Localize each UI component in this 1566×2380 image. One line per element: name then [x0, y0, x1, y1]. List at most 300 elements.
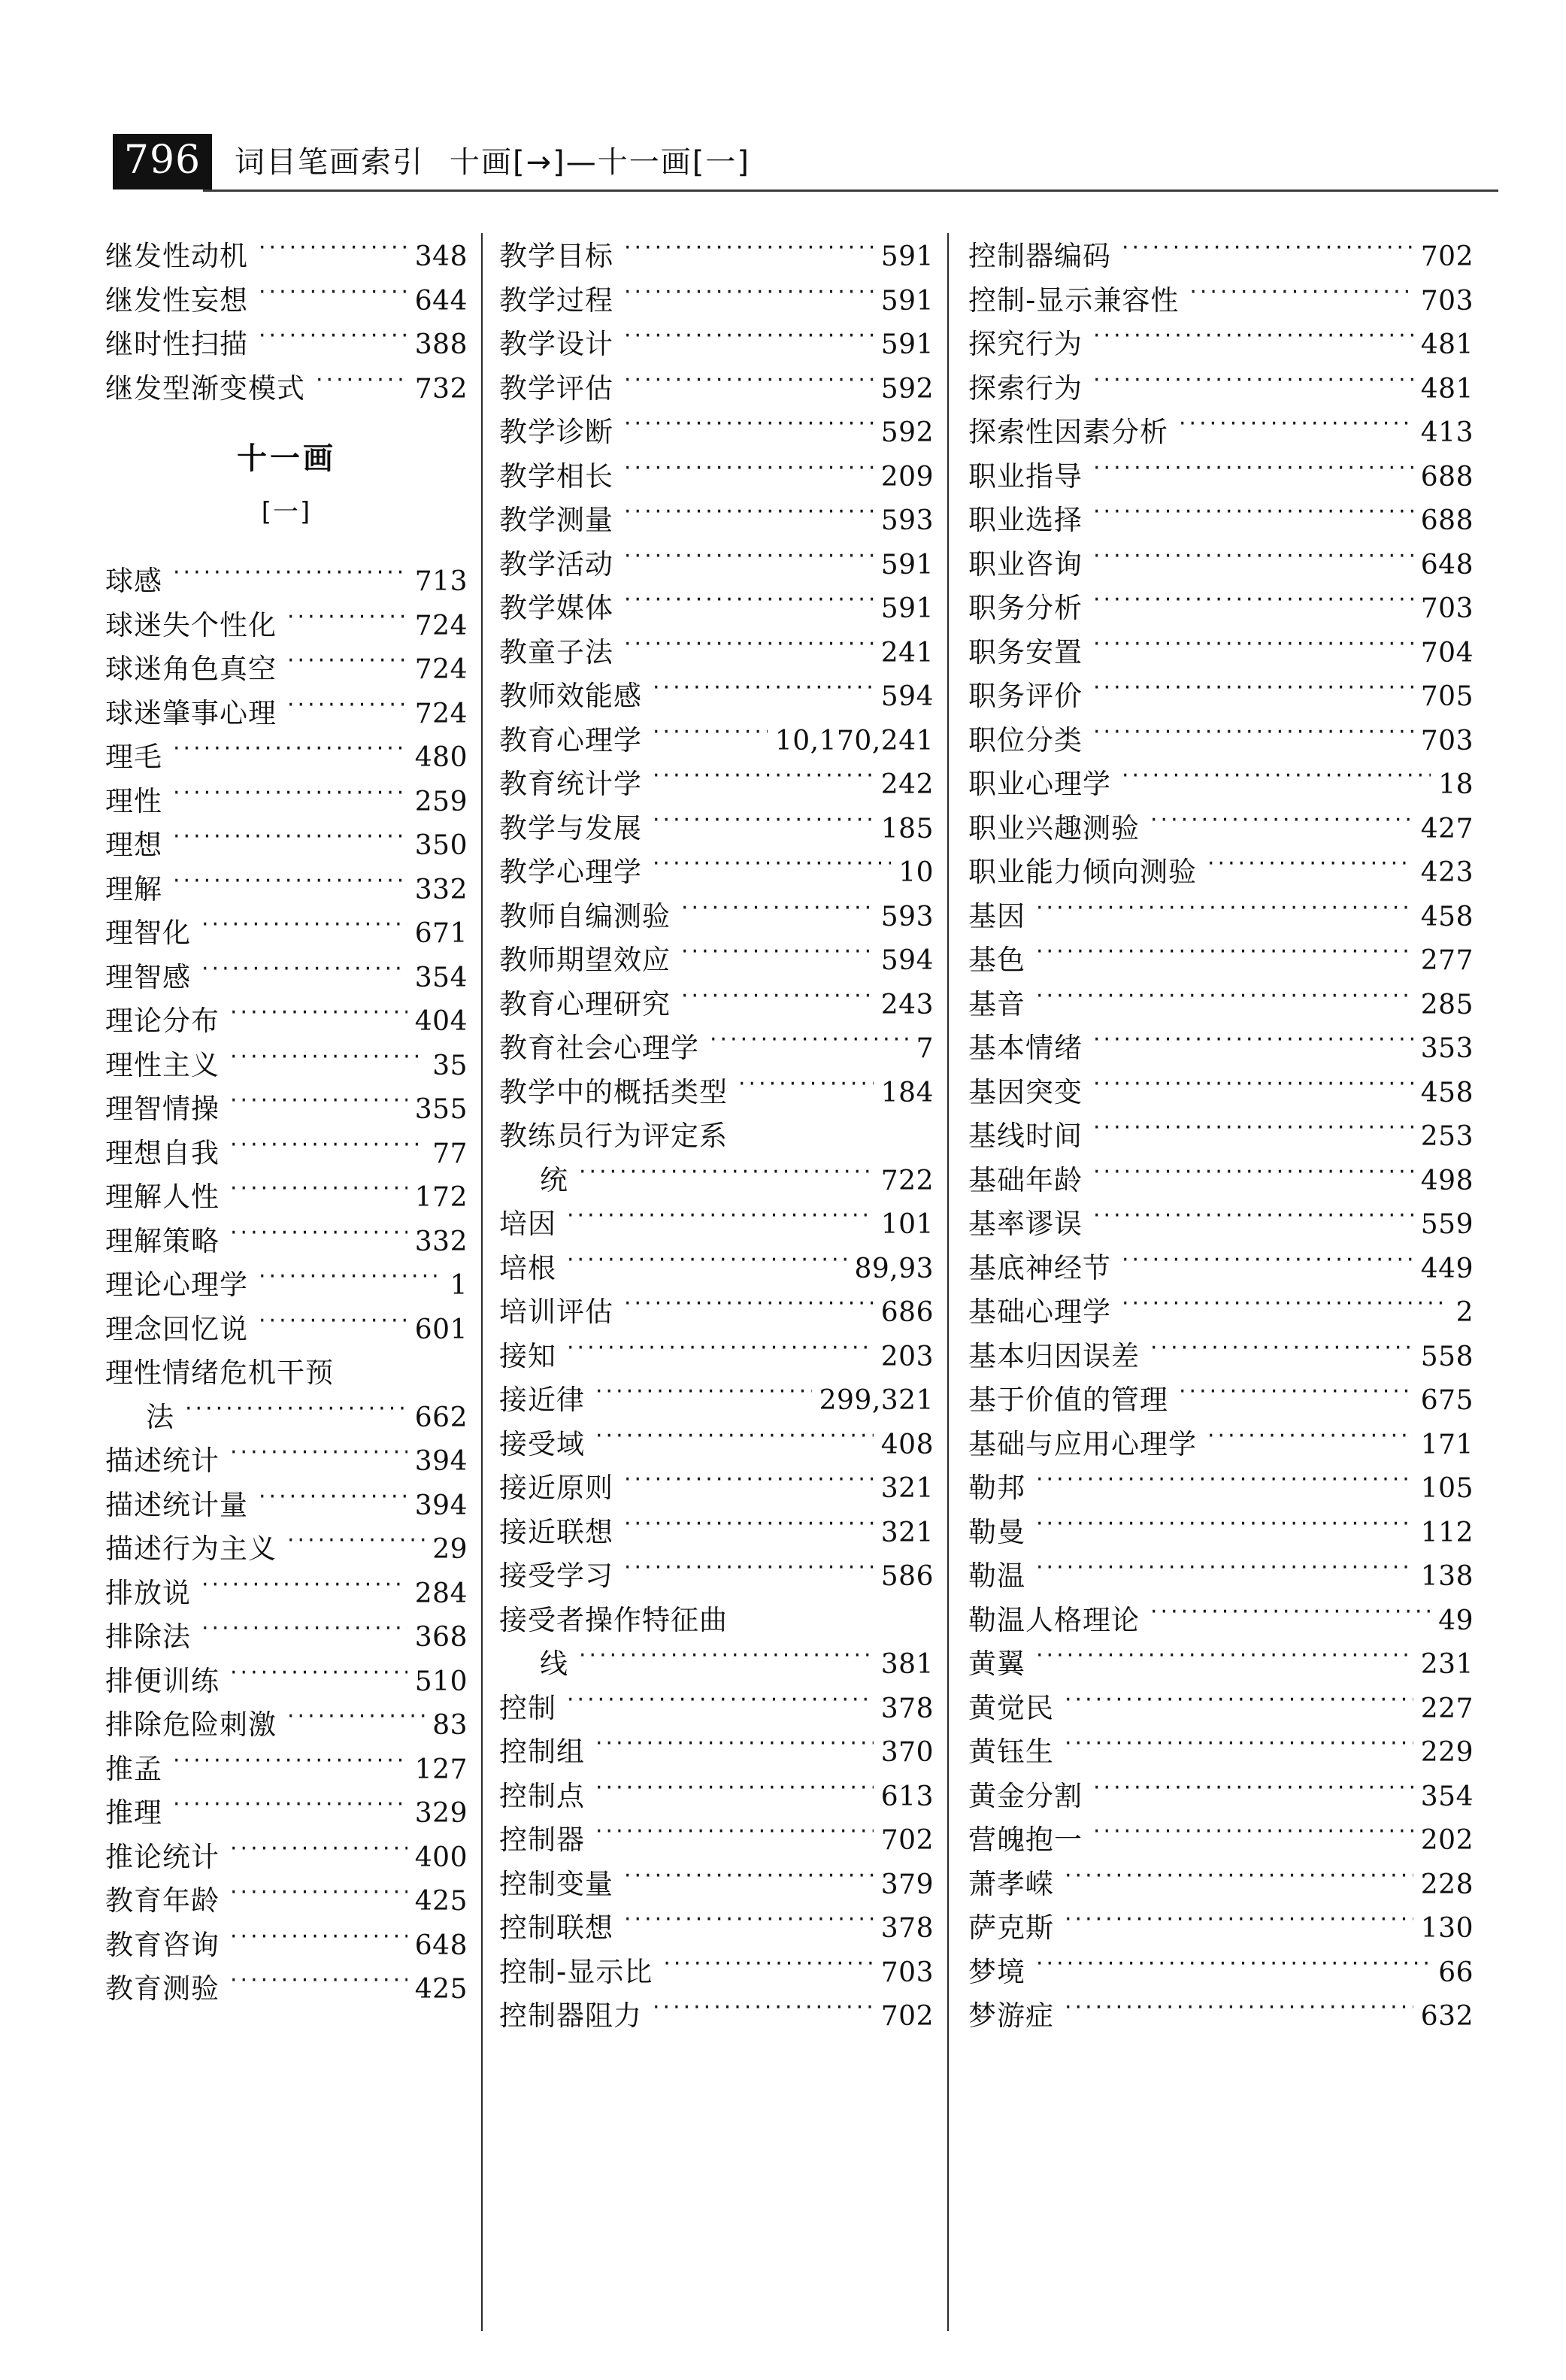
index-entry[interactable] [499, 1245, 934, 1290]
index-entry[interactable] [499, 1333, 934, 1378]
entry-term: 基础年龄 [968, 1163, 1083, 1196]
radical-group-label: [一] [261, 497, 312, 527]
entry-term: 接受学习 [499, 1560, 613, 1592]
dot-leader [1093, 678, 1413, 705]
index-entry[interactable] [499, 585, 934, 629]
entry-term: 基础与应用心理学 [968, 1427, 1197, 1460]
index-entry[interactable] [499, 1905, 934, 1949]
dot-leader [595, 1778, 874, 1805]
index-entry[interactable] [968, 1201, 1474, 1245]
entry-page-number: 185 [880, 813, 934, 844]
dot-leader [1093, 458, 1413, 486]
index-entry[interactable] [105, 1262, 468, 1306]
index-entry[interactable] [105, 646, 468, 690]
entry-term: 教学心理学 [499, 856, 642, 888]
stroke-group-label: 十一画 [237, 441, 336, 476]
entry-page-number: 423 [1420, 857, 1474, 888]
index-entry[interactable] [968, 893, 1474, 938]
entry-page-number: 644 [414, 285, 468, 317]
entry-term: 教育测验 [105, 1972, 220, 2005]
dot-leader [1122, 1250, 1413, 1278]
index-entry[interactable] [499, 1597, 934, 1642]
entry-page-number: 498 [1420, 1165, 1474, 1196]
index-entry[interactable] [499, 937, 934, 981]
entry-page-number: 675 [1420, 1385, 1474, 1416]
entry-page-number: 332 [414, 874, 468, 905]
dot-leader [681, 941, 874, 969]
index-entry[interactable] [499, 1113, 934, 1157]
dot-leader [624, 414, 874, 441]
entry-term: 球迷失个性化 [105, 608, 277, 641]
entry-term: 控制点 [499, 1779, 585, 1812]
index-entry[interactable] [968, 1773, 1474, 1818]
index-entry[interactable] [968, 1157, 1474, 1202]
dot-leader [595, 1426, 874, 1454]
entry-term: 教学测量 [499, 504, 613, 536]
entry-page-number: 299,321 [819, 1385, 934, 1416]
entry-term: 职业能力倾向测验 [968, 856, 1197, 888]
dot-leader [1093, 1205, 1413, 1233]
dot-leader [230, 1002, 407, 1030]
entry-page-number: 112 [1420, 1517, 1474, 1548]
index-entry[interactable] [499, 1421, 934, 1466]
entry-page-number: 703 [880, 1957, 934, 1988]
entry-term: 教练员行为评定系 [499, 1120, 728, 1152]
dot-leader [738, 1602, 926, 1630]
index-entry[interactable] [105, 1350, 468, 1394]
index-entry[interactable] [105, 1922, 468, 1966]
index-entry[interactable] [968, 321, 1474, 365]
index-entry[interactable] [968, 1685, 1474, 1730]
entry-page-number: 688 [1420, 461, 1474, 493]
index-entry[interactable] [105, 1042, 468, 1087]
entry-page-number: 724 [414, 610, 468, 641]
dot-leader [624, 502, 874, 529]
dot-leader [173, 1751, 407, 1778]
index-entry[interactable] [105, 822, 468, 866]
index-entry[interactable] [105, 1086, 468, 1130]
header-divider [203, 189, 1498, 192]
index-entry[interactable] [105, 1614, 468, 1658]
entry-term: 教学与发展 [499, 811, 642, 844]
entry-page-number: 601 [414, 1314, 468, 1345]
entry-page-number: 127 [414, 1754, 468, 1785]
index-entry[interactable] [105, 1834, 468, 1878]
entry-page-number: 702 [880, 1825, 934, 1856]
index-entry[interactable] [105, 321, 468, 365]
index-entry[interactable] [968, 277, 1474, 322]
dot-leader [681, 898, 874, 926]
index-entry[interactable] [499, 497, 934, 541]
dot-leader [624, 1293, 874, 1321]
entry-page-number: 400 [414, 1842, 468, 1873]
index-entry[interactable] [105, 365, 468, 410]
index-entry[interactable] [499, 1377, 934, 1421]
dot-leader [1065, 1690, 1413, 1718]
entry-page-number: 355 [414, 1094, 468, 1125]
index-entry[interactable] [968, 1377, 1474, 1421]
dot-leader [173, 826, 407, 854]
entry-page-number: 231 [1420, 1649, 1474, 1680]
index-entry[interactable] [968, 1333, 1474, 1378]
dot-leader [579, 1162, 874, 1190]
index-entry[interactable] [499, 629, 934, 674]
entry-term: 排便训练 [105, 1664, 220, 1697]
index-entry[interactable] [499, 277, 934, 322]
dot-leader [1036, 941, 1413, 969]
page-header [113, 134, 1489, 206]
entry-page-number: 425 [414, 1974, 468, 2005]
index-entry[interactable] [105, 602, 468, 647]
index-entry[interactable] [968, 1465, 1474, 1509]
entry-term: 理性情绪危机干预 [105, 1357, 334, 1389]
index-entry[interactable] [105, 910, 468, 954]
dot-leader [344, 1354, 460, 1382]
entry-term: 教师效能感 [499, 680, 642, 712]
index-entry[interactable] [105, 1438, 468, 1482]
index-entry[interactable] [968, 1949, 1474, 1993]
index-entry[interactable] [499, 1949, 934, 1993]
index-entry[interactable] [499, 1773, 934, 1818]
entry-term: 控制变量 [499, 1867, 613, 1900]
entry-page-number: 350 [414, 830, 468, 861]
entry-term: 培根 [499, 1251, 556, 1284]
entry-page-number: 481 [1420, 373, 1474, 405]
entry-term: 排除危险刺激 [105, 1708, 277, 1741]
entry-page-number: 594 [880, 945, 934, 976]
entry-term: 理智情操 [105, 1093, 220, 1125]
index-entry[interactable] [968, 541, 1474, 586]
dot-leader [738, 1074, 874, 1102]
entry-page-number: 284 [414, 1578, 468, 1609]
entry-term: 培因 [499, 1208, 556, 1240]
dot-leader [653, 853, 891, 881]
index-entry[interactable] [105, 998, 468, 1042]
dot-leader [624, 370, 874, 398]
dot-leader [173, 871, 407, 899]
index-entry[interactable] [499, 717, 934, 762]
entry-page-number: 591 [880, 329, 934, 360]
index-entry[interactable] [968, 717, 1474, 762]
entry-term: 继发型渐变模式 [105, 371, 305, 405]
dot-leader [230, 1927, 407, 1954]
entry-page-number: 370 [880, 1737, 934, 1768]
entry-term: 推孟 [105, 1752, 162, 1785]
entry-term: 教学媒体 [499, 592, 613, 624]
index-entry[interactable] [499, 1553, 934, 1597]
index-entry[interactable] [105, 1482, 468, 1527]
entry-page-number: 241 [880, 637, 934, 669]
entry-page-number: 480 [414, 742, 468, 773]
entry-term: 接近律 [499, 1384, 585, 1416]
index-entry[interactable] [499, 1729, 934, 1773]
entry-term: 控制器阻力 [499, 2000, 642, 2032]
entry-term: 教育社会心理学 [499, 1032, 699, 1064]
index-entry[interactable] [499, 981, 934, 1026]
entry-page-number: 702 [1420, 241, 1474, 272]
entry-term: 基因 [968, 899, 1025, 932]
index-entry[interactable] [499, 321, 934, 365]
heading-spacer [105, 532, 468, 558]
index-entry[interactable] [968, 805, 1474, 850]
dot-leader [230, 1090, 407, 1118]
entry-page-number: 591 [880, 241, 934, 272]
entry-page-number: 648 [1420, 549, 1474, 581]
dot-leader [201, 959, 407, 987]
dot-leader [1036, 986, 1413, 1014]
index-entry[interactable] [105, 1526, 468, 1570]
index-entry[interactable] [968, 409, 1474, 453]
index-entry[interactable] [105, 778, 468, 823]
index-entry[interactable] [105, 1130, 468, 1175]
dot-leader [1122, 766, 1431, 793]
index-entry[interactable] [499, 1069, 934, 1114]
dot-leader [624, 1514, 874, 1542]
entry-page-number: 18 [1438, 769, 1474, 800]
entry-page-number: 10 [898, 857, 934, 888]
index-entry[interactable] [968, 585, 1474, 629]
entry-page-number: 408 [880, 1429, 934, 1460]
entry-term: 继发性动机 [105, 240, 248, 272]
index-entry[interactable] [499, 1201, 934, 1245]
index-entry[interactable] [968, 1289, 1474, 1333]
entry-term: 球感 [105, 565, 162, 597]
entry-term: 勒曼 [968, 1515, 1025, 1548]
index-entry[interactable] [499, 893, 934, 938]
entry-term: 描述行为主义 [105, 1533, 277, 1565]
dot-leader [624, 1469, 874, 1497]
dot-leader [663, 1954, 873, 1981]
entry-page-number: 368 [414, 1622, 468, 1653]
entry-term: 理性 [105, 784, 162, 817]
index-entry[interactable] [968, 1861, 1474, 1906]
entry-term: 理论分布 [105, 1005, 220, 1037]
entry-page-number: 425 [414, 1886, 468, 1917]
index-columns [105, 233, 1496, 2331]
entry-page-number: 66 [1438, 1957, 1474, 1988]
index-entry[interactable] [968, 849, 1474, 893]
dot-leader [681, 986, 874, 1014]
entry-term: 排除法 [105, 1621, 191, 1653]
index-entry[interactable] [105, 734, 468, 778]
index-entry[interactable] [968, 1597, 1474, 1642]
index-entry[interactable] [968, 1245, 1474, 1290]
index-entry[interactable] [105, 1394, 468, 1439]
entry-page-number: 703 [1420, 725, 1474, 756]
dot-leader [624, 238, 874, 265]
entry-page-number: 242 [880, 769, 934, 800]
entry-page-number: 130 [1420, 1913, 1474, 1944]
dot-leader [287, 1530, 425, 1558]
index-entry[interactable] [499, 761, 934, 805]
entry-page-number: 427 [1420, 813, 1474, 844]
entry-page-number: 591 [880, 593, 934, 624]
index-entry[interactable] [499, 1993, 934, 2037]
entry-page-number: 722 [880, 1165, 934, 1196]
index-entry[interactable] [105, 1878, 468, 1922]
dot-leader [653, 810, 874, 838]
dot-leader [230, 1839, 407, 1866]
dot-leader [230, 1442, 407, 1470]
index-entry[interactable] [499, 409, 934, 453]
entry-page-number: 558 [1420, 1341, 1474, 1372]
dot-leader [259, 1311, 407, 1339]
index-entry[interactable] [968, 981, 1474, 1026]
dot-leader [201, 914, 407, 942]
index-entry[interactable] [499, 1465, 934, 1509]
entry-term: 黄钰生 [968, 1736, 1054, 1768]
index-entry[interactable] [105, 1658, 468, 1702]
dot-leader [287, 695, 407, 723]
dot-leader [595, 1381, 812, 1409]
index-entry[interactable] [968, 937, 1474, 981]
index-entry[interactable] [968, 673, 1474, 717]
index-entry[interactable] [968, 1113, 1474, 1157]
entry-page-number: 243 [880, 989, 934, 1020]
index-entry[interactable] [499, 233, 934, 277]
index-entry[interactable] [105, 954, 468, 999]
index-entry[interactable] [968, 1905, 1474, 1949]
entry-page-number: 10,170,241 [774, 725, 934, 756]
entry-page-number: 591 [880, 285, 934, 317]
index-entry[interactable] [499, 453, 934, 498]
entry-page-number: 321 [880, 1473, 934, 1504]
entry-page-number: 648 [414, 1930, 468, 1961]
index-entry[interactable] [105, 1570, 468, 1614]
dot-leader [595, 1733, 874, 1761]
entry-term: 理论心理学 [105, 1269, 248, 1301]
entry-term: 职业兴趣测验 [968, 811, 1140, 844]
index-entry[interactable] [499, 673, 934, 717]
entry-page-number: 510 [414, 1666, 468, 1697]
index-entry[interactable] [499, 1641, 934, 1685]
index-entry[interactable] [105, 1790, 468, 1834]
dot-leader [1036, 1645, 1413, 1673]
dot-leader [1065, 1997, 1413, 2025]
index-entry[interactable] [968, 233, 1474, 277]
entry-page-number: 228 [1420, 1869, 1474, 1900]
index-entry[interactable] [105, 1174, 468, 1218]
dot-leader [173, 562, 407, 590]
entry-term: 教师自编测验 [499, 899, 671, 932]
entry-term: 教童子法 [499, 635, 613, 669]
index-entry[interactable] [968, 453, 1474, 498]
dot-leader [1189, 282, 1413, 310]
page-number-badge [113, 134, 212, 189]
dot-leader [567, 1690, 874, 1718]
entry-term: 勒邦 [968, 1472, 1025, 1504]
entry-page-number: 77 [432, 1138, 468, 1169]
entry-term: 接近联想 [499, 1515, 613, 1548]
index-entry[interactable] [968, 1553, 1474, 1597]
entry-page-number: 354 [1420, 1781, 1474, 1812]
entry-term: 理解人性 [105, 1181, 220, 1213]
entry-term: 教育统计学 [499, 768, 642, 800]
index-entry[interactable] [105, 277, 468, 322]
entry-term: 球迷肇事心理 [105, 696, 277, 729]
index-entry[interactable] [105, 1306, 468, 1351]
index-entry[interactable] [499, 805, 934, 850]
entry-page-number: 413 [1420, 417, 1474, 448]
index-entry[interactable] [499, 1289, 934, 1333]
index-column-3 [947, 233, 1474, 2331]
entry-term: 排放说 [105, 1576, 191, 1609]
dot-leader [624, 282, 874, 310]
entry-page-number: 253 [1420, 1121, 1474, 1152]
dot-leader [185, 1399, 407, 1426]
entry-page-number: 632 [1420, 2001, 1474, 2032]
entry-term: 教育年龄 [105, 1884, 220, 1917]
index-entry[interactable] [105, 233, 468, 277]
index-entry[interactable] [968, 497, 1474, 541]
index-entry[interactable] [968, 1729, 1474, 1773]
index-entry[interactable] [968, 365, 1474, 410]
entry-term: 职业咨询 [968, 547, 1083, 581]
dot-leader [624, 458, 874, 486]
index-entry[interactable] [968, 1069, 1474, 1114]
index-entry[interactable] [499, 1685, 934, 1730]
entry-page-number: 259 [414, 786, 468, 817]
index-entry[interactable] [968, 761, 1474, 805]
index-entry[interactable] [105, 558, 468, 602]
index-entry[interactable] [499, 1861, 934, 1906]
index-entry[interactable] [499, 1509, 934, 1554]
entry-page-number: 559 [1420, 1209, 1474, 1240]
index-entry[interactable] [499, 849, 934, 893]
dot-leader [653, 678, 874, 705]
index-entry[interactable] [105, 690, 468, 735]
entry-term: 描述统计量 [105, 1488, 248, 1521]
entry-page-number: 89,93 [854, 1253, 934, 1284]
entry-term: 职业选择 [968, 504, 1083, 536]
dot-leader [1207, 853, 1413, 881]
entry-term: 勒温 [968, 1560, 1025, 1592]
index-entry[interactable] [499, 1157, 934, 1202]
index-entry[interactable] [499, 365, 934, 410]
index-entry[interactable] [968, 1993, 1474, 2037]
entry-page-number: 7 [916, 1033, 934, 1064]
index-entry[interactable] [499, 1025, 934, 1069]
entry-term: 控制-显示比 [499, 1955, 653, 1988]
index-entry[interactable] [105, 1746, 468, 1790]
index-entry[interactable] [968, 1817, 1474, 1861]
entry-term: 基线时间 [968, 1120, 1083, 1152]
dot-leader [1122, 1293, 1449, 1321]
entry-page-number: 449 [1420, 1253, 1474, 1284]
index-entry[interactable] [968, 1641, 1474, 1685]
index-entry[interactable] [968, 1421, 1474, 1466]
dot-leader [287, 607, 407, 635]
entry-page-number: 378 [880, 1913, 934, 1944]
dot-leader [287, 650, 407, 678]
index-entry[interactable] [499, 1817, 934, 1861]
index-entry[interactable] [968, 1025, 1474, 1069]
index-entry[interactable] [105, 1702, 468, 1746]
entry-term: 控制联想 [499, 1912, 613, 1944]
dot-leader [287, 1706, 425, 1734]
entry-page-number: 29 [432, 1534, 468, 1565]
dot-leader [1093, 1117, 1413, 1145]
index-entry[interactable] [968, 1509, 1474, 1554]
dot-leader [201, 1575, 407, 1602]
index-entry[interactable] [499, 541, 934, 586]
index-entry[interactable] [105, 1966, 468, 2010]
dot-leader [567, 1338, 874, 1366]
index-entry[interactable] [968, 629, 1474, 674]
index-entry[interactable] [105, 866, 468, 911]
entry-term: 基本情绪 [968, 1032, 1083, 1064]
index-entry[interactable] [105, 1218, 468, 1263]
